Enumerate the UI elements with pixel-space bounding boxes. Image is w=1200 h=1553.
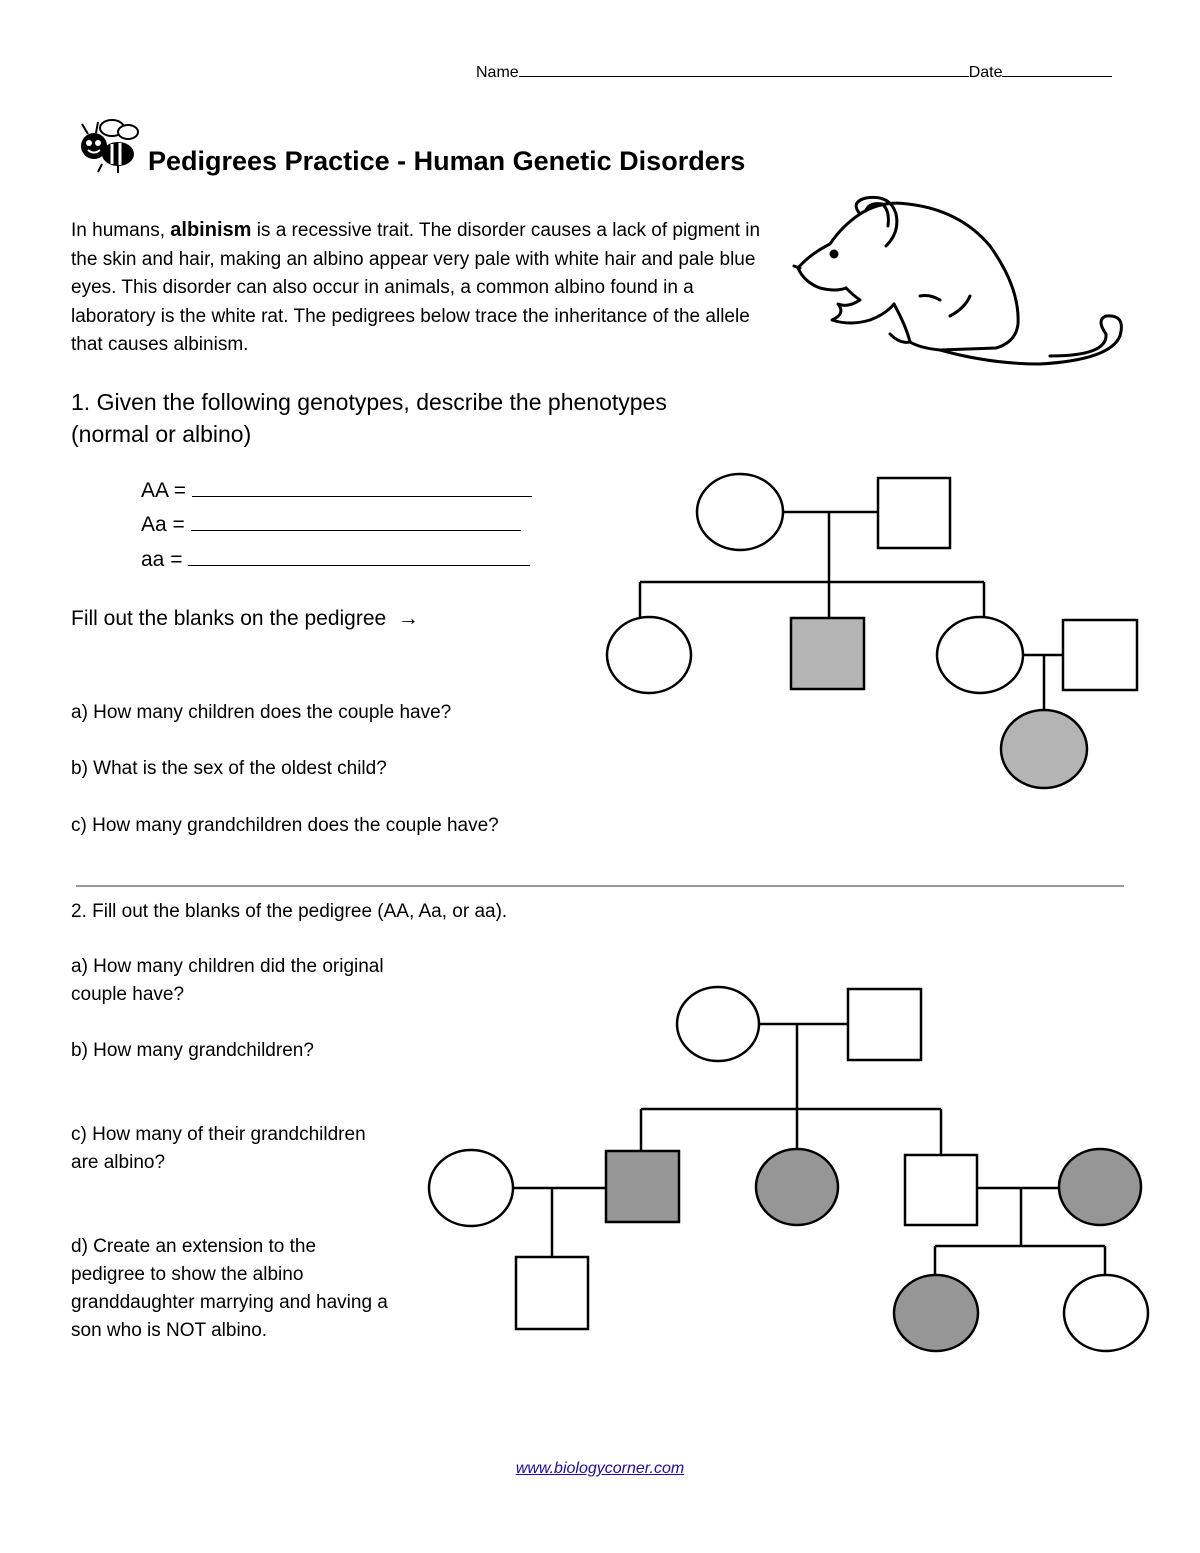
male-unaffected[interactable] — [905, 1155, 977, 1225]
question-2a: a) How many children did the original couple have? — [71, 956, 384, 1005]
female-affected[interactable] — [894, 1275, 978, 1351]
female-unaffected[interactable] — [429, 1150, 513, 1226]
footer — [0, 1460, 1200, 1478]
genotype-label: AA = — [141, 479, 186, 502]
female-affected[interactable] — [756, 1149, 838, 1225]
question-2d: d) Create an extension to the pedigree to show the albino granddaughter marrying and having a son who is NOT albino. — [71, 1236, 388, 1341]
male-unaffected[interactable] — [516, 1257, 588, 1329]
question-1-prompt: 1. Given the following genotypes, describe the phenotypes (normal or albino) — [71, 389, 667, 447]
question-2-prompt: 2. Fill out the blanks of the pedigree (AA, Aa, or aa). — [71, 901, 508, 922]
question-2b: b) How many grandchildren? — [71, 1040, 314, 1061]
intro-text-start: In humans, — [71, 220, 171, 241]
genotype-label: Aa = — [141, 513, 185, 536]
date-label: Date — [968, 64, 1003, 81]
arrow-right-icon: → — [397, 607, 419, 630]
page-title: Pedigrees Practice - Human Genetic Disorders — [148, 146, 746, 176]
female-affected[interactable] — [1059, 1149, 1141, 1225]
male-affected[interactable] — [606, 1151, 679, 1222]
female-unaffected[interactable] — [677, 987, 759, 1061]
website-link[interactable]: www.biologycorner.com — [515, 1460, 685, 1477]
question-1b: b) What is the sex of the oldest child? — [71, 758, 387, 779]
female-unaffected[interactable] — [1064, 1275, 1148, 1351]
question-1a: a) How many children does the couple have? — [71, 702, 452, 723]
question-2c: c) How many of their grandchildren are albino? — [71, 1124, 366, 1173]
male-unaffected[interactable] — [848, 989, 921, 1060]
intro-text-rest: is a recessive trait. The disorder causes a lack of pigment in the skin and hair, making an albino appear very pale with white hair and pale blue eyes. This disorder can also occur in animals, a common albino found in a laboratory is the white rat. The pedigrees below trace the inheritance of the allele that causes albinism. — [71, 220, 761, 355]
albinism-term: albinism — [170, 219, 252, 241]
question-1c: c) How many grandchildren does the couple have? — [71, 815, 499, 836]
fill-pedigree-text: Fill out the blanks on the pedigree — [71, 607, 387, 630]
genotype-label: aa = — [141, 548, 183, 571]
name-label: Name — [476, 64, 519, 81]
